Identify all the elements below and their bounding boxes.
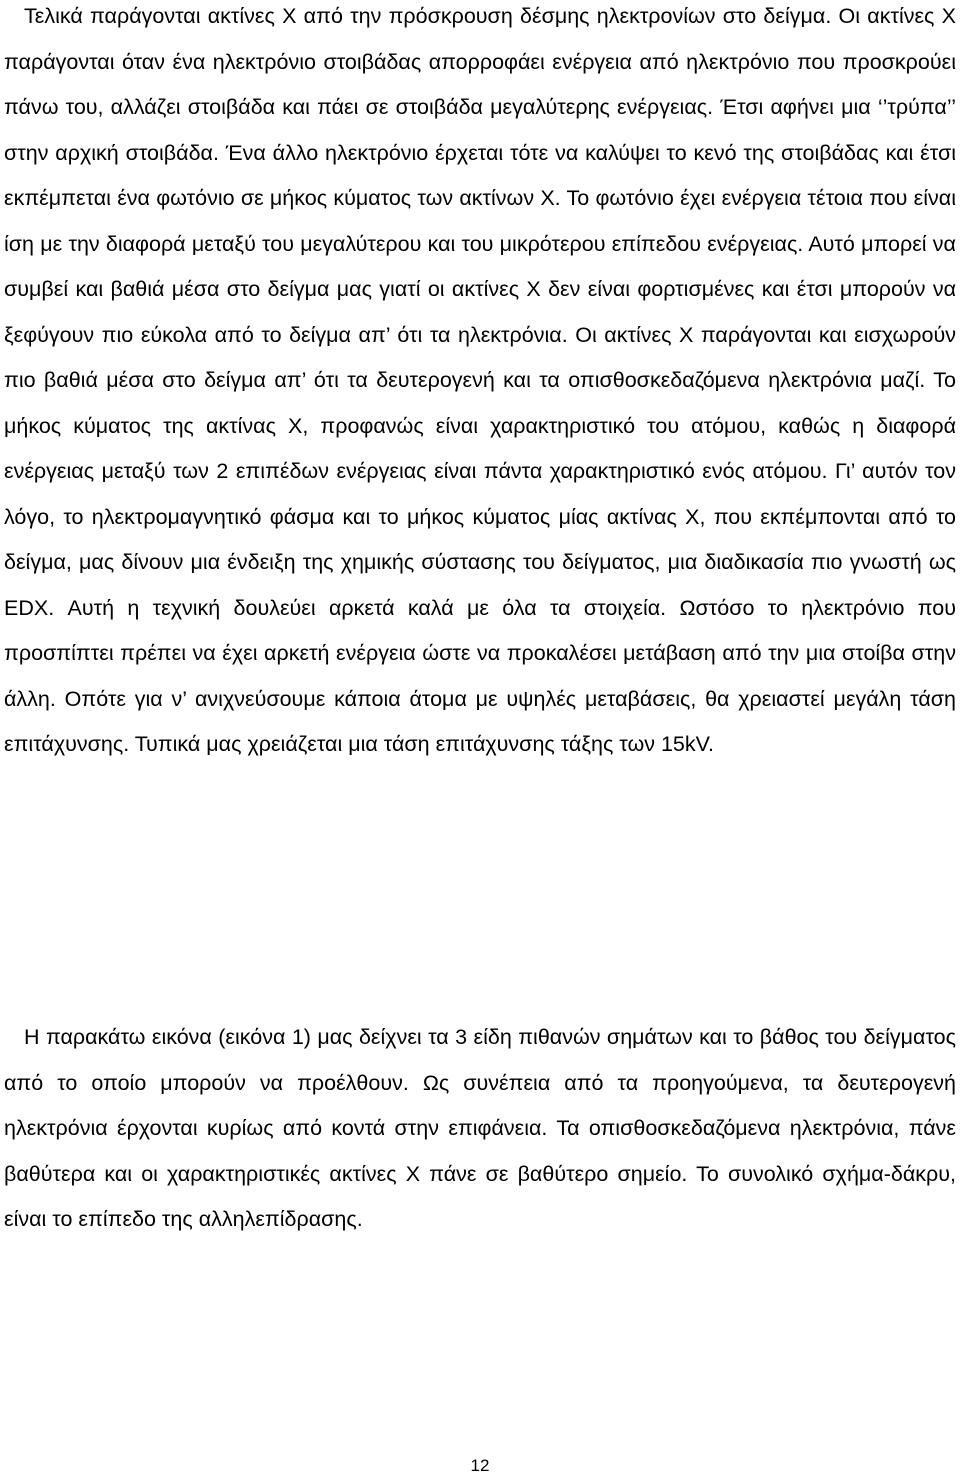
body-paragraph-signal-depth: Η παρακάτω εικόνα (εικόνα 1) μας δείχνει τα 3 είδη πιθανών σημάτων και το βάθος του δείγματος από το οποίο μπορούν να προέλθουν. Ως συνέπεια από τα προηγούμενα, τα δευτερογενή ηλεκτρόνια έρχονται κυρίως από κοντά στην επιφάνεια. Τα οπισθοσκεδαζόμενα ηλεκτρόνια, πάνε βαθύτερα και οι χαρακτηριστικές ακτίνες Χ πάνε σε βαθύτερο σημείο. Το συνολικό σχήμα-δάκρυ, είναι το επίπεδο της αλληλεπίδρασης. xyxy=(4,1025,956,1231)
page-number: 12 xyxy=(470,1456,490,1475)
body-paragraph-xray-production: Τελικά παράγονται ακτίνες Χ από την πρόσκρουση δέσμης ηλεκτρονίων στο δείγμα. Οι ακτίνες Χ παράγονται όταν ένα ηλεκτρόνιο στοιβάδας απορροφάει ενέργεια από ηλεκτρόνιο που προσκρούει πάνω του, αλλάζει στοιβάδα και πάει σε στοιβάδα μεγαλύτερης ενέργειας. Έτσι αφήνει μια ‘’τρύπα’’ στην αρχική στοιβάδα. Ένα άλλο ηλεκτρόνιο έρχεται τότε να καλύψει το κενό της στοιβάδας και έτσι εκπέμπεται ένα φωτόνιο σε μήκος κύματος των ακτίνων Χ. Το φωτόνιο έχει ενέργεια τέτοια που είναι ίση με την διαφορά μεταξύ του μεγαλύτερου και του μικρότερου επίπεδου ενέργειας. Αυτό μπορεί να συμβεί και βαθιά μέσα στο δείγμα μας γιατί οι ακτίνες Χ δεν είναι φορτισμένες και έτσι μπορούν να ξεφύγουν πιο εύκολα από το δείγμα απ’ ότι τα ηλεκτρόνια. Οι ακτίνες Χ παράγονται και εισχωρούν πιο βαθιά μέσα στο δείγμα απ’ ότι τα δευτερογενή και τα οπισθοσκεδαζόμενα ηλεκτρόνια μαζί. Το μήκος κύματος της ακτίνας Χ, προφανώς είναι χαρακτηριστικό του ατόμου, καθώς η διαφορά ενέργειας μεταξύ των 2 επιπέδων ενέργειας είναι πάντα χαρακτηριστικό ενός ατόμου. Γι’ αυτόν τον λόγο, το ηλεκτρομαγνητικό φάσμα και το μήκος κύματος μίας ακτίνας Χ, που εκπέμπονται από το δείγμα, μας δίνουν μια ένδειξη της χημικής σύστασης του δείγματος, μια διαδικασία πιο γνωστή ως EDX. Αυτή η τεχνική δουλεύει αρκετά καλά με όλα τα στοιχεία. Ωστόσο το ηλεκτρόνιο που προσπίπτει πρέπει να έχει αρκετή ενέργεια ώστε να προκαλέσει μετάβαση από την μια στοίβα στην άλλη. Οπότε για ν’ ανιχνεύσουμε κάποια άτομα με υψηλές μεταβάσεις, θα χρειαστεί μεγάλη τάση επιτάχυνσης. Τυπικά μας χρειάζεται μια τάση επιτάχυνσης τάξης των 15kV. xyxy=(4,4,956,756)
